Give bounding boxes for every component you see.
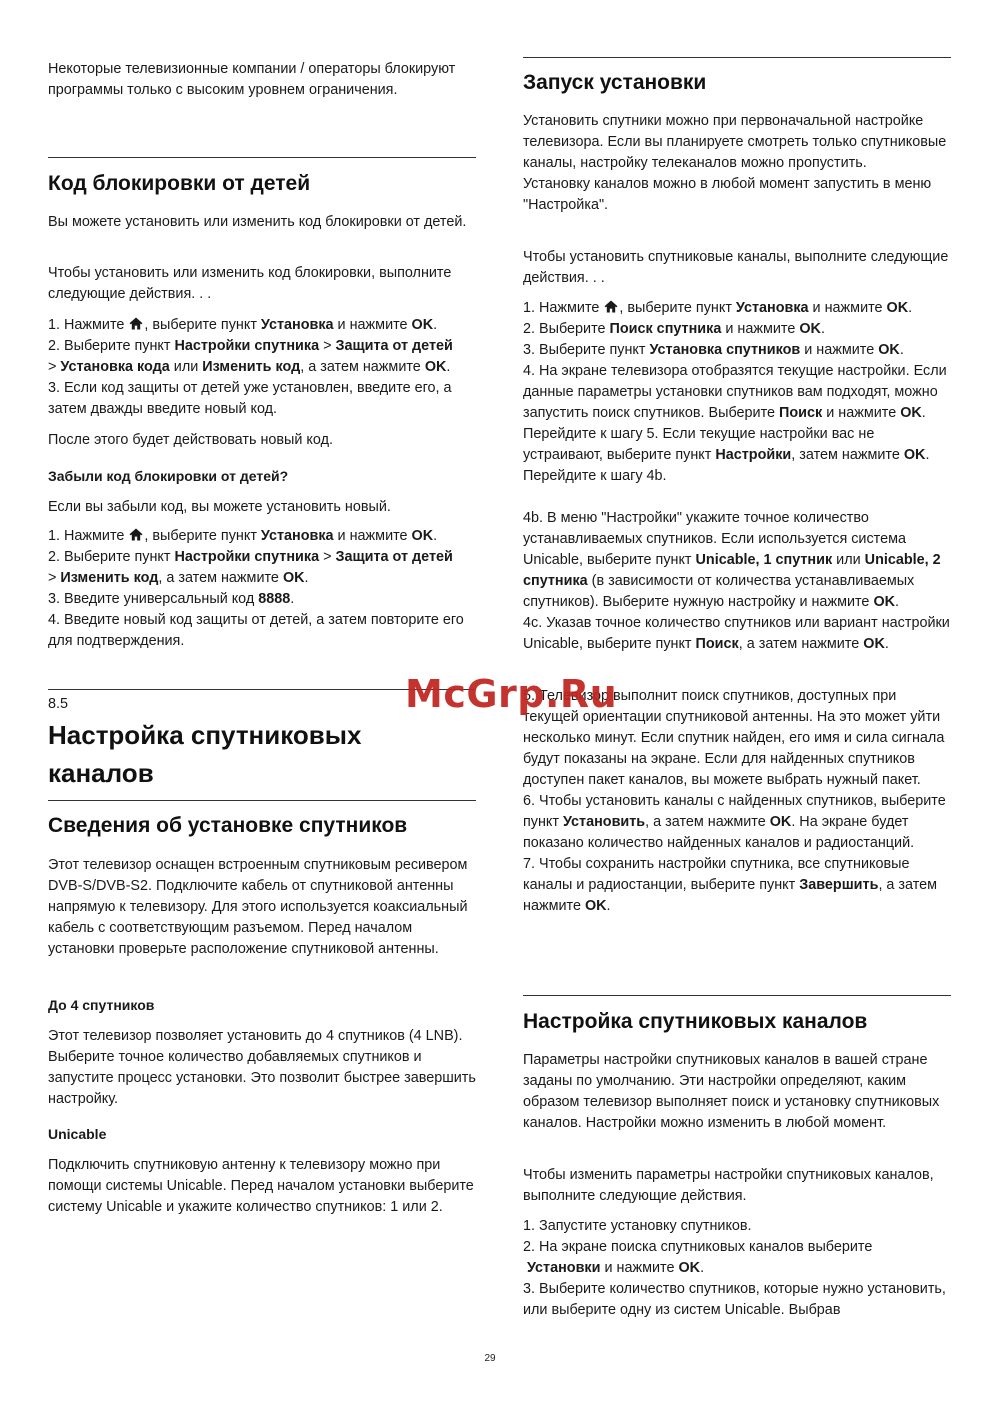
start-steps-4b (523, 508, 953, 655)
start-heading: Запуск установки (523, 71, 707, 94)
section-number: 8.5 (48, 696, 69, 712)
home-icon (129, 317, 143, 330)
step-1: 1. Нажмите , выберите пункт Установка и нажмите OK. (523, 300, 913, 316)
step-3: 3. Выберите количество спутников, которые нужно установить, или выберите одну из систем Unicable. Выбрав (523, 1281, 946, 1318)
step-1: 1. Нажмите , выберите пункт Установка и нажмите OK. (48, 528, 438, 544)
start-intro (523, 111, 953, 216)
step-3: 3. Введите универсальный код 8888. (48, 591, 295, 607)
step-6: 6. Чтобы установить каналы с найденных спутников, выберите пункт Установить, а затем нажмите OK. На экране будет показано количество найденных каналов и радиостанций. (523, 793, 946, 851)
step-2: 2. Выберите Поиск спутника и нажмите OK. (523, 321, 825, 337)
step-4: 4. Введите новый код защиты от детей, а затем повторите его для подтверждения. (48, 612, 464, 649)
info-p3: Подключить спутниковую антенну к телевизору можно при помощи системы Unicable. Перед началом установки выберите систему Unicable и укажите количество спутников: 1 или 2. (48, 1157, 474, 1215)
step-7: 7. Чтобы сохранить настройки спутника, все спутниковые каналы и радиостанции, выберите пункт Завершить, а затем нажмите OK. (523, 856, 938, 914)
forgot-heading: Забыли код блокировки от детей? (48, 468, 289, 484)
step-3: 3. Выберите пункт Установка спутников и нажмите OK. (523, 342, 904, 358)
divider (48, 800, 476, 801)
step-2: 2. Выберите пункт Настройки спутника > Защита от детей > Установка кода или Изменить код, а затем нажмите OK. (48, 338, 453, 375)
child-lock-p1: Вы можете установить или изменить код блокировки от детей. (48, 214, 467, 230)
after-paragraph: После этого будет действовать новый код. (48, 432, 333, 448)
info-p2: Этот телевизор позволяет установить до 4 спутников (4 LNB). Выберите точное количество добавляемых спутников и запустите процесс установки. Это позволит быстрее завершить настройку. (48, 1028, 476, 1107)
section-title: Настройка спутниковых каналов (48, 720, 362, 788)
step-1: 1. Нажмите , выберите пункт Установка и нажмите OK. (48, 317, 438, 333)
step-4: 4. На экране телевизора отобразятся текущие настройки. Если данные параметры установки спутников вам подходят, можно запустить поиск спутников. Выберите Поиск и нажмите OK. Перейдите к шагу 5. Если текущие настройки вас не устраивают, выберите пункт Настройки, затем нажмите OK. Перейдите к шагу 4b. (523, 363, 947, 484)
settings-steps (523, 1216, 953, 1321)
forgot-paragraph: Если вы забыли код, вы можете установить новый. (48, 499, 391, 515)
child-lock-p2: Чтобы установить или изменить код блокировки, выполните следующие действия. . . (48, 265, 452, 302)
home-icon (129, 528, 143, 541)
step-1: 1. Запустите установку спутников. (523, 1218, 752, 1234)
step-4b: 4b. В меню "Настройки" укажите точное количество устанавливаемых спутников. Если используется система Unicable, выберите пункт Unicable, 1 спутник или Unicable, 2 спутника (в зависимости от количества устанавливаемых спутников). Выберите нужную настройку и нажмите OK. (523, 510, 941, 610)
watermark: McGrp.Ru (405, 672, 618, 716)
home-icon (604, 300, 618, 313)
settings-heading: Настройка спутниковых каналов (523, 1010, 868, 1033)
start-p2: Чтобы установить спутниковые каналы, выполните следующие действия. . . (523, 249, 949, 286)
divider (523, 57, 951, 58)
start-steps-5 (523, 686, 953, 917)
step-5: 5. Телевизор выполнит поиск спутников, доступных при текущей ориентации спутниковой антенны. На это может уйти несколько минут. Если спутник найден, его имя и сила сигнала будут показаны на экране. Если для найденных спутников доступен пакет каналов, вы можете выбрать нужный пакет. (523, 688, 945, 788)
step-2: 2. На экране поиска спутниковых каналов выберите Установки и нажмите OK. (523, 1239, 873, 1276)
intro-paragraph: Некоторые телевизионные компании / операторы блокируют программы только с высоким уровнем ограничения. (48, 61, 456, 98)
start-p1: Установить спутники можно при первоначальной настройке телевизора. Если вы планируете смотреть только спутниковые каналы, настройку телеканалов можно пропустить. (523, 113, 947, 171)
settings-p2: Чтобы изменить параметры настройки спутниковых каналов, выполните следующие действия. (523, 1167, 934, 1204)
divider (48, 157, 476, 158)
step-2: 2. Выберите пункт Настройки спутника > Защита от детей > Изменить код, а затем нажмите OK. (48, 549, 453, 586)
page-number: 29 (484, 1353, 496, 1364)
forgot-steps (48, 526, 478, 652)
step-4c: 4c. Указав точное количество спутников или вариант настройки Unicable, выберите пункт Поиск, а затем нажмите OK. (523, 615, 950, 652)
info-p1: Этот телевизор оснащен встроенным спутниковым ресивером DVB-S/DVB-S2. Подключите кабель от спутниковой антенны напрямую к телевизору. Для этого используется коаксиальный кабель с соответствующим разъемом. Перед началом установки проверьте расположение спутниковой антенны. (48, 857, 468, 957)
settings-p1: Параметры настройки спутниковых каналов в вашей стране заданы по умолчанию. Эти настройки определяют, каким образом телевизор выполняет поиск и установку спутниковых каналов. Настройки можно изменить в любой момент. (523, 1052, 940, 1131)
child-lock-steps (48, 315, 478, 420)
start-steps (523, 298, 953, 487)
divider (523, 995, 951, 996)
start-p1b: Установку каналов можно в любой момент запустить в меню "Настройка". (523, 176, 932, 213)
unicable-heading: Unicable (48, 1126, 107, 1142)
step-3: 3. Если код защиты от детей уже установлен, введите его, а затем дважды введите новый код. (48, 380, 452, 417)
up-to-4-heading: До 4 спутников (48, 997, 155, 1013)
child-lock-heading: Код блокировки от детей (48, 172, 311, 195)
info-heading: Сведения об установке спутников (48, 814, 408, 837)
